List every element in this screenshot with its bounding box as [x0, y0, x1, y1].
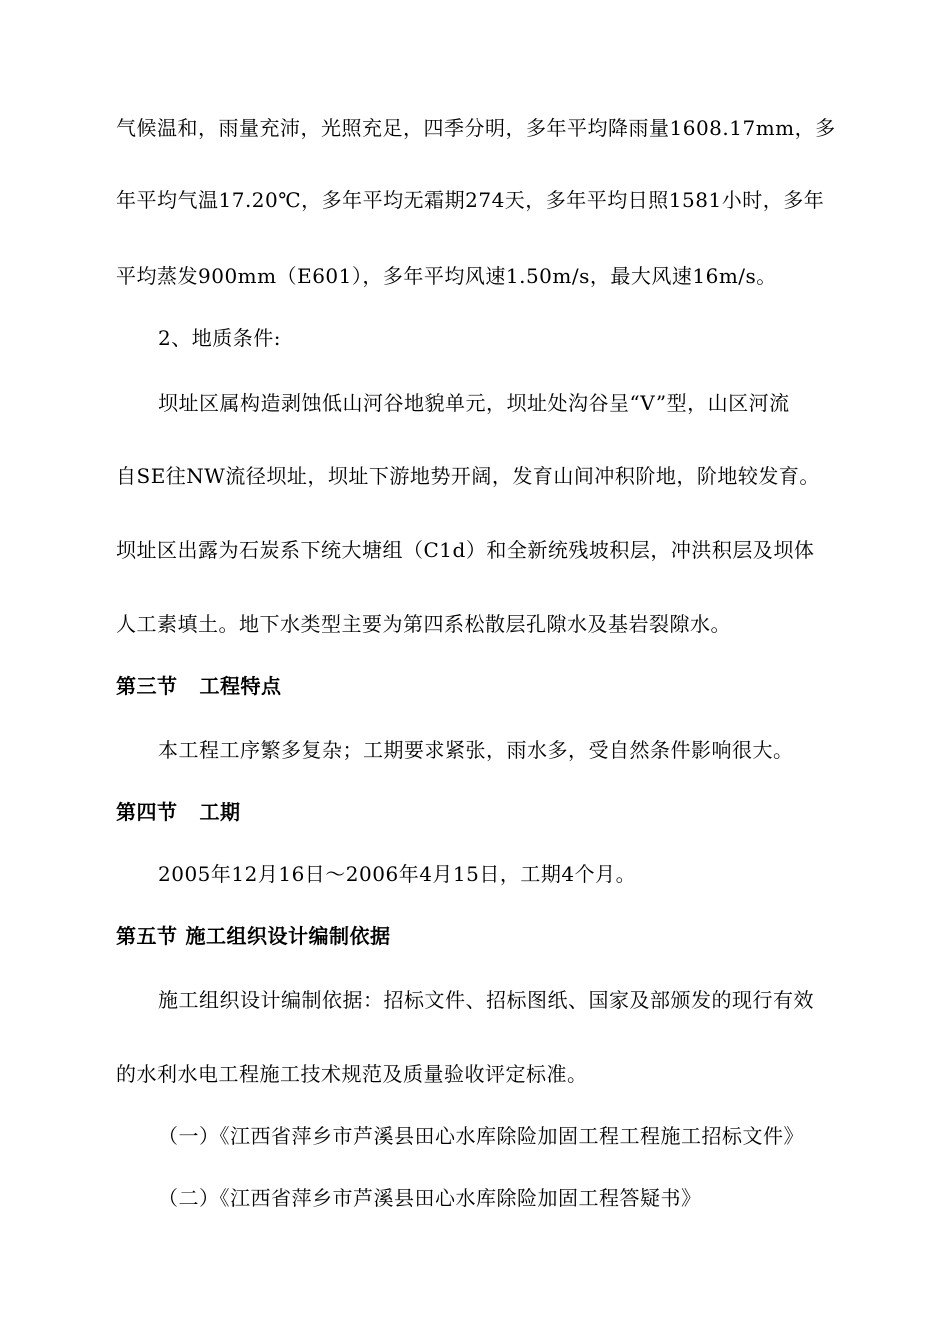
section-3-heading — [116, 674, 282, 698]
geology-text-line-1: 坝址区属构造剥蚀低山河谷地貌单元，坝址处沟谷呈“V”型，山区河流 — [158, 391, 790, 415]
section-5-text-line-2: 的水利水电工程施工技术规范及质量验收评定标准。 — [116, 1062, 588, 1086]
section-4-number: 第四节 — [116, 800, 178, 824]
geology-text-line-4: 人工素填土。地下水类型主要为第四系松散层孔隙水及基岩裂隙水。 — [116, 612, 731, 636]
section-5-text-line-1: 施工组织设计编制依据：招标文件、招标图纸、国家及部颁发的现行有效 — [158, 988, 814, 1012]
geology-subheading: 2、地质条件: — [158, 326, 281, 350]
section-5-number: 第五节 — [116, 924, 178, 948]
reference-item-1: （一）《江西省萍乡市芦溪县田心水库除险加固工程工程施工招标文件》 — [158, 1124, 804, 1148]
geology-text-line-3: 坝址区出露为石炭系下统大塘组（C1d）和全新统残坡积层，冲洪积层及坝体 — [116, 538, 815, 562]
section-4-body: 2005年12月16日～2006年4月15日，工期4个月。 — [158, 862, 637, 886]
climate-text-line-1: 气候温和，雨量充沛，光照充足，四季分明，多年平均降雨量1608.17mm，多 — [116, 116, 836, 140]
section-5-heading — [116, 924, 391, 948]
section-5-title: 施工组织设计编制依据 — [185, 924, 391, 948]
section-3-title: 工程特点 — [199, 674, 282, 698]
climate-text-line-3: 平均蒸发900mm（E601），多年平均风速1.50m/s，最大风速16m/s。 — [116, 264, 777, 288]
reference-item-2: （二）《江西省萍乡市芦溪县田心水库除险加固工程答疑书》 — [158, 1186, 702, 1210]
section-4-title: 工期 — [199, 800, 241, 824]
section-3-body: 本工程工序繁多复杂；工期要求紧张，雨水多，受自然条件影响很大。 — [158, 738, 794, 762]
section-4-heading — [116, 800, 241, 824]
section-3-number: 第三节 — [116, 674, 178, 698]
geology-text-line-2: 自SE往NW流径坝址，坝址下游地势开阔，发育山间冲积阶地，阶地较发育。 — [116, 464, 820, 488]
climate-text-line-2: 年平均气温17.20℃，多年平均无霜期274天，多年平均日照1581小时，多年 — [116, 188, 825, 212]
